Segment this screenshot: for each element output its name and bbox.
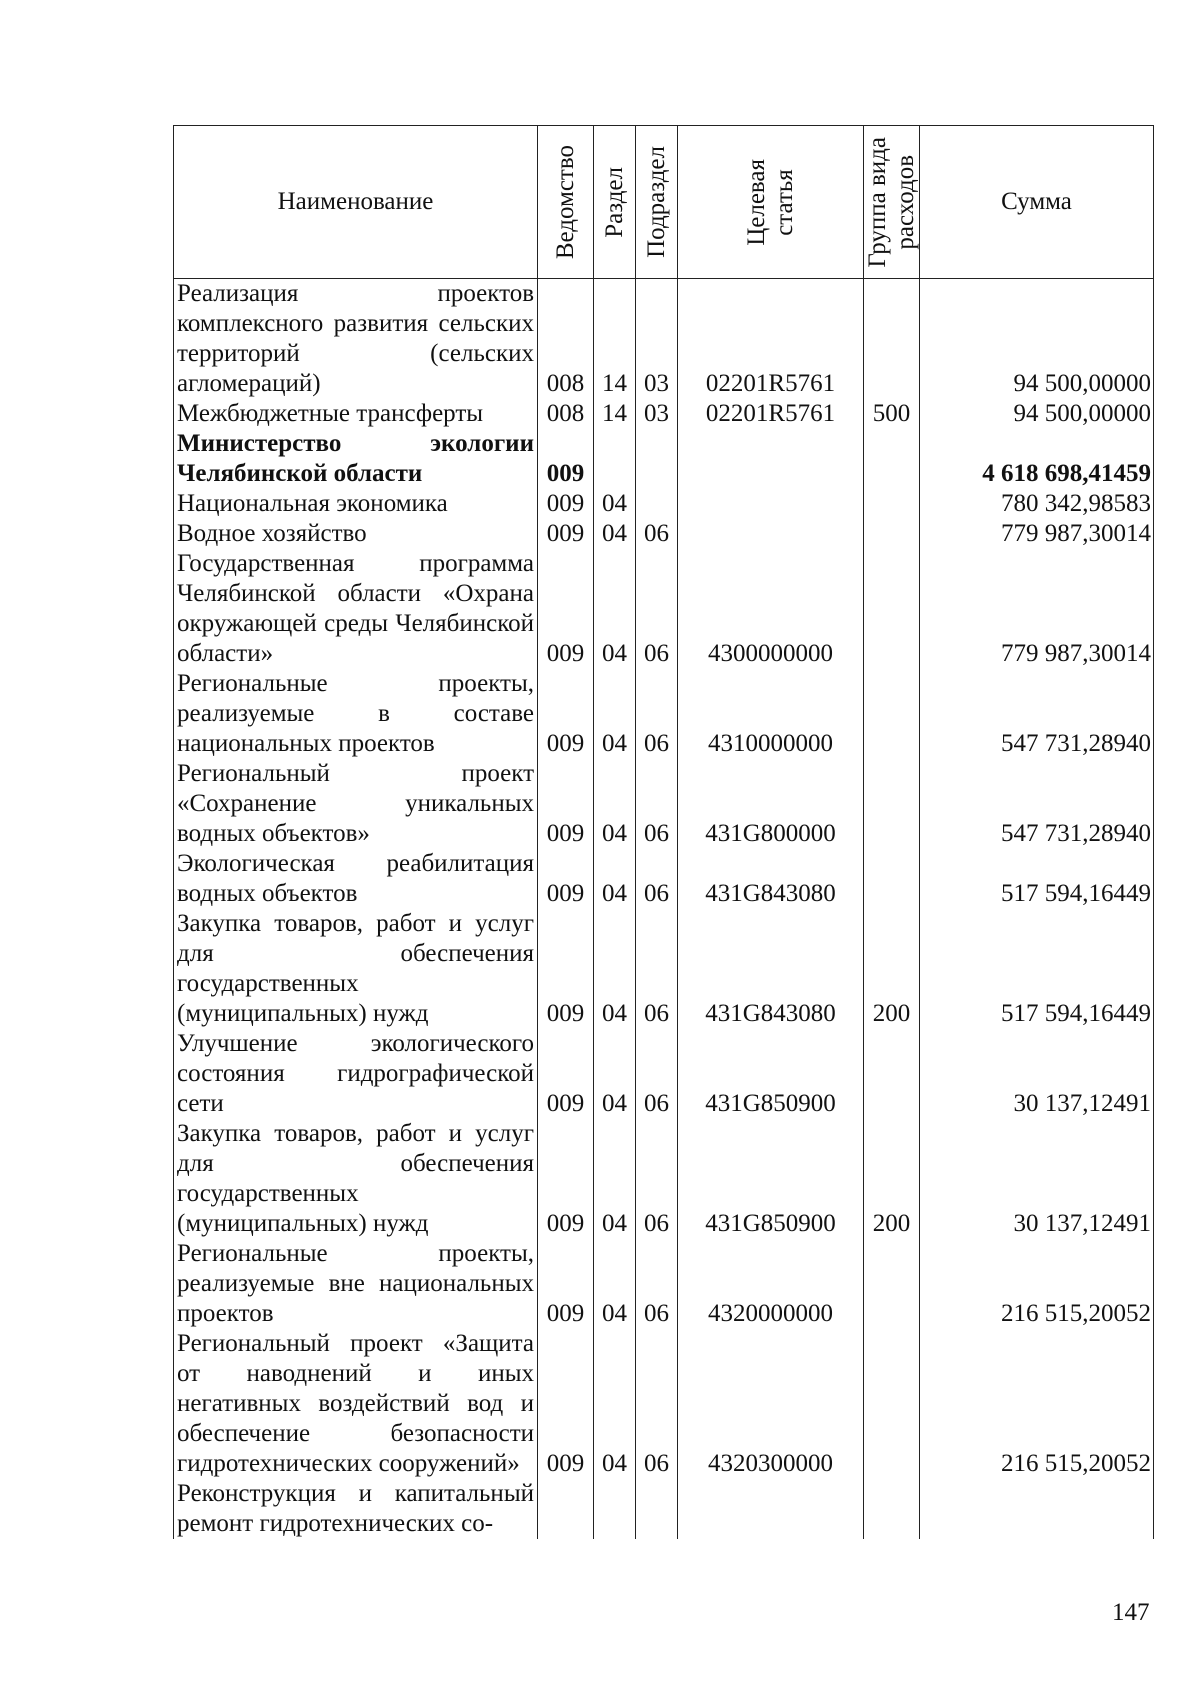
row-section: [594, 429, 636, 489]
row-ministry: 009: [538, 549, 594, 669]
table-row: [174, 669, 1154, 759]
row-subsection: 06: [636, 1029, 678, 1119]
row-amount: 216 515,20052: [920, 1329, 1154, 1479]
table-row: [174, 1029, 1154, 1119]
row-group: [864, 519, 920, 549]
row-ministry: 009: [538, 1119, 594, 1239]
row-name: Региональный проект «Защита от наводнений и иных негативных воздействий вод и обеспечение безопасности гидротехнических сооружений»: [174, 1329, 538, 1479]
row-article: 431G850900: [678, 1029, 864, 1119]
row-subsection: 06: [636, 909, 678, 1029]
row-ministry: 009: [538, 669, 594, 759]
row-name: Министерство экологии Челябинской области: [174, 429, 538, 489]
row-amount: 780 342,98583: [920, 489, 1154, 519]
row-group: [864, 669, 920, 759]
row-group: [864, 549, 920, 669]
table-row: [174, 1329, 1154, 1479]
row-amount: 30 137,12491: [920, 1029, 1154, 1119]
row-ministry: 009: [538, 1029, 594, 1119]
table-row: [174, 1479, 1154, 1539]
row-amount: 517 594,16449: [920, 909, 1154, 1029]
row-ministry: 009: [538, 519, 594, 549]
row-amount: 779 987,30014: [920, 549, 1154, 669]
row-article: [678, 429, 864, 489]
row-name: Межбюджетные трансферты: [174, 399, 538, 429]
row-name: Реконструкция и капитальный ремонт гидротехнических со-: [174, 1479, 538, 1539]
table-row: [174, 549, 1154, 669]
table-row: [174, 519, 1154, 549]
row-amount: 517 594,16449: [920, 849, 1154, 909]
row-article: 4310000000: [678, 669, 864, 759]
row-group: [864, 849, 920, 909]
row-amount: 779 987,30014: [920, 519, 1154, 549]
row-article: [678, 489, 864, 519]
row-article: 02201R5761: [678, 399, 864, 429]
row-name: Улучшение экологического состояния гидрографической сети: [174, 1029, 538, 1119]
row-amount: [920, 1479, 1154, 1539]
row-article: 4320000000: [678, 1239, 864, 1329]
row-subsection: 06: [636, 519, 678, 549]
row-name: Экологическая реабилитация водных объектов: [174, 849, 538, 909]
row-amount: 94 500,00000: [920, 279, 1154, 400]
row-ministry: 009: [538, 909, 594, 1029]
row-article: [678, 519, 864, 549]
header-expense-group-cell: [864, 126, 920, 279]
row-subsection: [636, 1479, 678, 1539]
row-group: 500: [864, 399, 920, 429]
table-row: [174, 849, 1154, 909]
table-row: [174, 489, 1154, 519]
row-section: 04: [594, 849, 636, 909]
row-ministry: 009: [538, 1329, 594, 1479]
row-name: Региональные проекты, реализуемые вне национальных проектов: [174, 1239, 538, 1329]
row-article: 431G800000: [678, 759, 864, 849]
row-article: 431G850900: [678, 1119, 864, 1239]
row-group: 200: [864, 909, 920, 1029]
row-section: 04: [594, 519, 636, 549]
row-amount: 4 618 698,41459: [920, 429, 1154, 489]
table-row: [174, 279, 1154, 400]
row-ministry: 008: [538, 399, 594, 429]
row-amount: 547 731,28940: [920, 669, 1154, 759]
row-group: [864, 1329, 920, 1479]
row-amount: 547 731,28940: [920, 759, 1154, 849]
row-section: 04: [594, 1119, 636, 1239]
row-amount: 94 500,00000: [920, 399, 1154, 429]
row-section: 04: [594, 909, 636, 1029]
row-article: 4300000000: [678, 549, 864, 669]
table-row: [174, 909, 1154, 1029]
row-article: 02201R5761: [678, 279, 864, 400]
row-subsection: 06: [636, 1239, 678, 1329]
row-group: 200: [864, 1119, 920, 1239]
table-row: [174, 399, 1154, 429]
row-name: Водное хозяйство: [174, 519, 538, 549]
row-section: 14: [594, 399, 636, 429]
row-subsection: 06: [636, 759, 678, 849]
row-section: 14: [594, 279, 636, 400]
row-section: [594, 1479, 636, 1539]
row-article: 4320300000: [678, 1329, 864, 1479]
header-amount: Сумма: [920, 126, 1154, 279]
header-target-article: Целевая статья: [742, 158, 798, 246]
row-section: 04: [594, 669, 636, 759]
row-ministry: 009: [538, 849, 594, 909]
row-subsection: [636, 429, 678, 489]
row-section: 04: [594, 1239, 636, 1329]
row-ministry: 009: [538, 759, 594, 849]
row-section: 04: [594, 1029, 636, 1119]
header-ministry-cell: [538, 126, 594, 279]
budget-table: [173, 125, 1154, 1539]
row-amount: 216 515,20052: [920, 1239, 1154, 1329]
row-section: 04: [594, 759, 636, 849]
row-section: 04: [594, 549, 636, 669]
row-article: 431G843080: [678, 849, 864, 909]
row-subsection: 06: [636, 669, 678, 759]
page-number: 147: [1112, 1599, 1150, 1626]
row-name: Региональные проекты, реализуемые в составе национальных проектов: [174, 669, 538, 759]
row-ministry: 009: [538, 429, 594, 489]
row-group: [864, 279, 920, 400]
row-subsection: 06: [636, 1119, 678, 1239]
row-ministry: 009: [538, 489, 594, 519]
row-subsection: [636, 489, 678, 519]
header-section: Раздел: [600, 166, 628, 238]
row-section: 04: [594, 489, 636, 519]
row-subsection: 03: [636, 279, 678, 400]
row-group: [864, 759, 920, 849]
row-article: 431G843080: [678, 909, 864, 1029]
row-name: Закупка товаров, работ и услуг для обеспечения государственных (муниципальных) нужд: [174, 1119, 538, 1239]
row-ministry: 009: [538, 1239, 594, 1329]
header-subsection-cell: [636, 126, 678, 279]
row-name: Закупка товаров, работ и услуг для обеспечения государственных (муниципальных) нужд: [174, 909, 538, 1029]
row-group: [864, 1479, 920, 1539]
header-target-article-cell: [678, 126, 864, 279]
table-row-ministry-heading: [174, 429, 1154, 489]
header-subsection: Подраздел: [642, 146, 670, 258]
row-subsection: 06: [636, 849, 678, 909]
header-ministry: Ведомство: [551, 144, 579, 260]
row-section: 04: [594, 1329, 636, 1479]
row-name: Национальная экономика: [174, 489, 538, 519]
table-header-row: [174, 126, 1154, 279]
row-subsection: 06: [636, 549, 678, 669]
row-subsection: 06: [636, 1329, 678, 1479]
row-subsection: 03: [636, 399, 678, 429]
row-article: [678, 1479, 864, 1539]
row-ministry: 008: [538, 279, 594, 400]
row-name: Региональный проект «Сохранение уникальных водных объектов»: [174, 759, 538, 849]
header-name: Наименование: [174, 126, 538, 279]
row-name: Реализация проектов комплексного развития сельских территорий (сельских агломераций): [174, 279, 538, 400]
table-row: [174, 759, 1154, 849]
row-amount: 30 137,12491: [920, 1119, 1154, 1239]
row-group: [864, 489, 920, 519]
row-group: [864, 1239, 920, 1329]
table-row: [174, 1119, 1154, 1239]
row-ministry: [538, 1479, 594, 1539]
row-group: [864, 429, 920, 489]
header-section-cell: [594, 126, 636, 279]
header-expense-group: Группа вида расходов: [863, 136, 919, 268]
row-name: Государственная программа Челябинской области «Охрана окружающей среды Челябинской области»: [174, 549, 538, 669]
table-row: [174, 1239, 1154, 1329]
row-group: [864, 1029, 920, 1119]
